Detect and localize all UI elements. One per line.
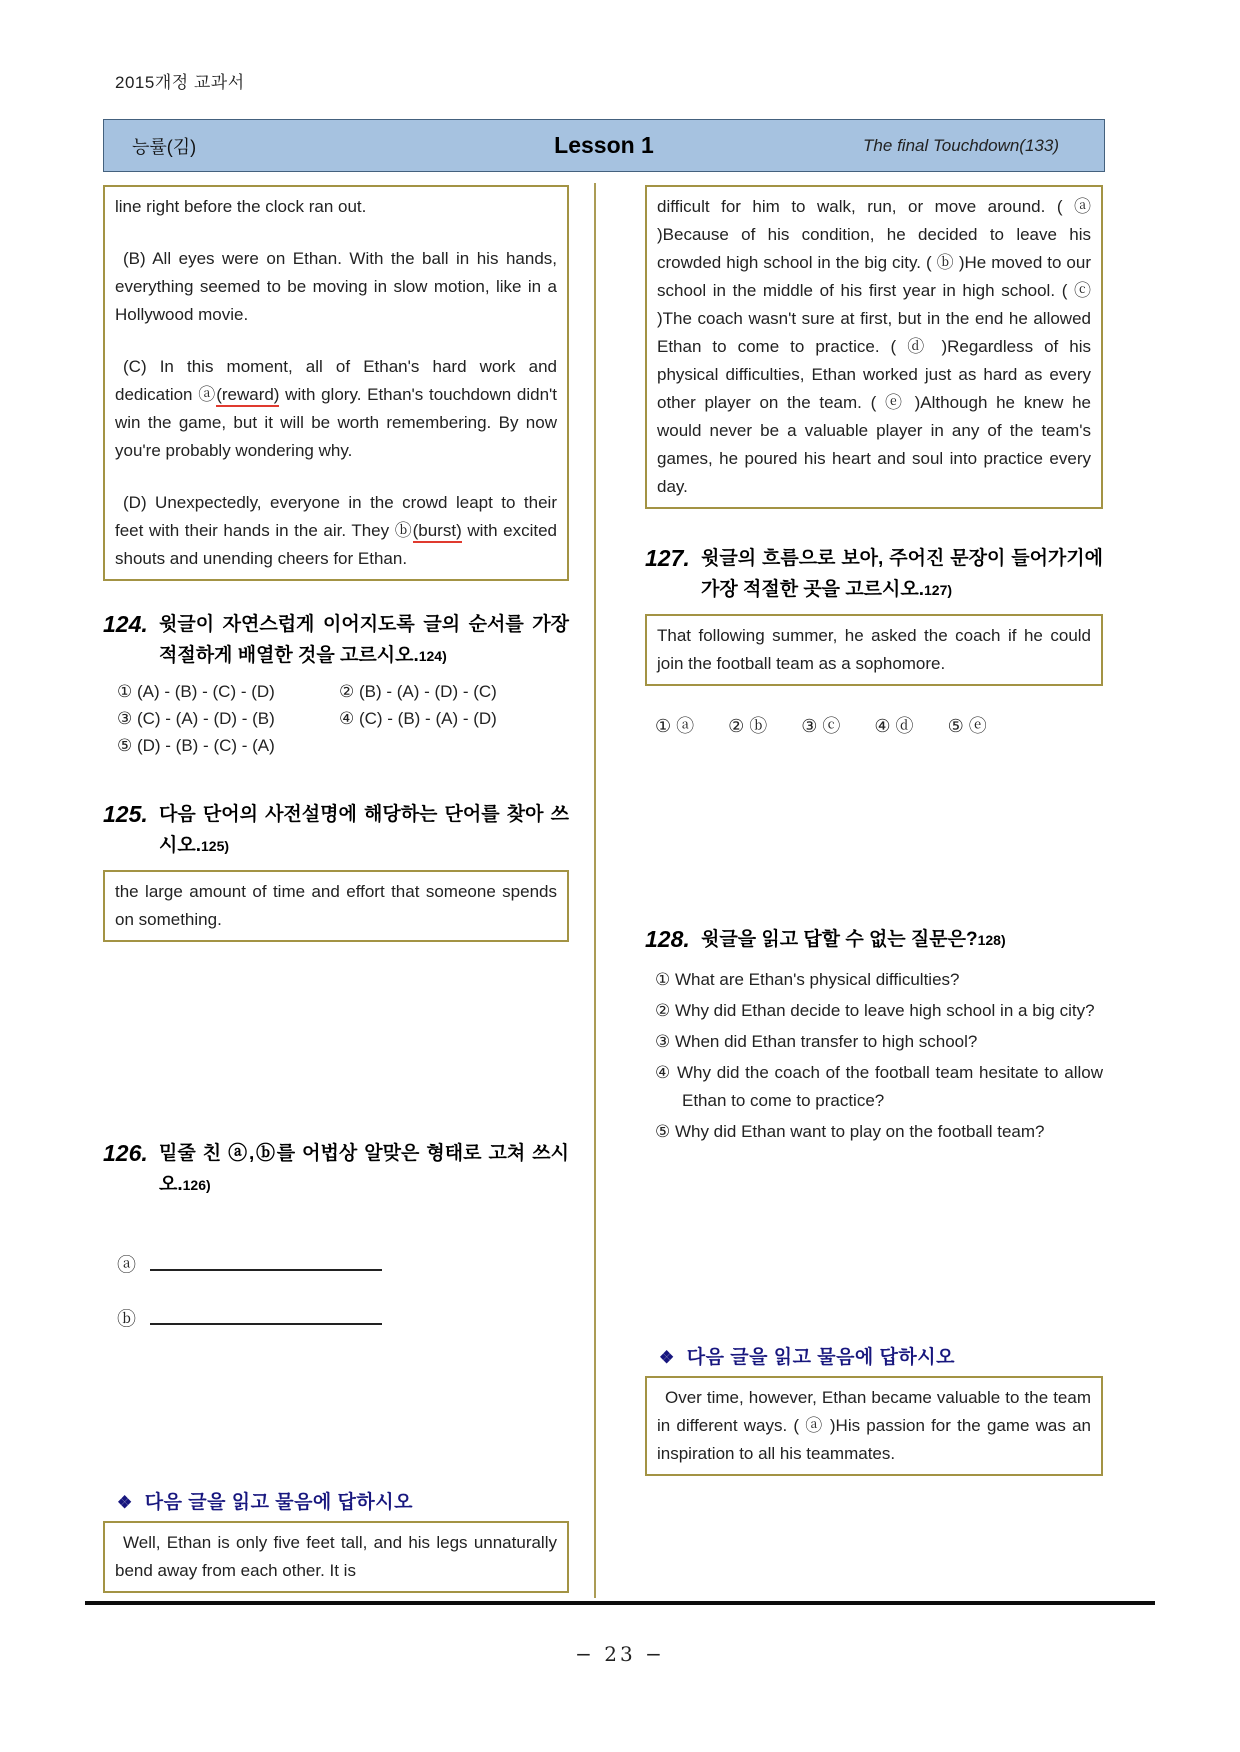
column-divider <box>594 183 596 1598</box>
option-1: ① ⓐ <box>655 716 695 736</box>
option-5: ⑤ (D) - (B) - (C) - (A) <box>117 736 275 755</box>
circled-b-marker: ⓑ <box>117 1308 137 1330</box>
right-column <box>645 185 1103 1476</box>
section-header: ❖ 다음 글을 읽고 물음에 답하시오 <box>659 1347 955 1368</box>
question-128-options <box>645 966 1103 1146</box>
edition-label: 2015개정 교과서 <box>115 73 245 92</box>
option-3: ③ (C) - (A) - (D) - (B) <box>117 709 275 728</box>
circled-b-marker: ⓑ <box>394 521 413 540</box>
option-1: ① What are Ethan's physical difficulties? <box>655 970 960 989</box>
passage-line: line right before the clock ran out. <box>115 197 367 216</box>
footnote-marker: 128) <box>977 932 1006 948</box>
circled-a-marker: ⓐ <box>117 1254 137 1276</box>
left-column <box>103 185 569 1593</box>
diamond-icon: ❖ <box>117 1492 133 1512</box>
answer-blank-line[interactable] <box>150 1249 382 1271</box>
question-124 <box>103 609 569 672</box>
question-text: 윗글이 자연스럽게 이어지도록 글의 순서를 가장 적절하게 배열한 것을 고르시오.124) <box>159 614 569 666</box>
passage-box-top-right <box>645 185 1103 509</box>
lesson-header-bar <box>103 119 1105 172</box>
passage-paragraph-b: (B) All eyes were on Ethan. With the ball in his hands, everything seemed to be moving in slow motion, like in a Hollywood movie. <box>115 249 557 324</box>
given-sentence-box: That following summer, he asked the coach if he could join the football team as a sophomore. <box>645 614 1103 686</box>
passage-box-top-left <box>103 185 569 581</box>
option-4: ④ Why did the coach of the football team hesitate to allow Ethan to come to practice? <box>655 1063 1103 1110</box>
question-128 <box>645 924 1103 956</box>
publisher-label: 능률(김) <box>132 136 197 157</box>
question-number: 126. <box>103 1140 148 1166</box>
footnote-marker: 126) <box>182 1177 211 1193</box>
question-125 <box>103 799 569 862</box>
passage-paragraph: difficult for him to walk, run, or move around. ( ⓐ )Because of his condition, he decided to leave his crowded high school in the big city. ( ⓑ )He moved to our school in the middle of his first year in high school. ( ⓒ )The coach wasn't sure at first, but in the end he allowed Ethan to come to practice. ( ⓓ )Regardless of his physical difficulties, Ethan worked just as hard as every other player on the team. ( ⓔ )Although he knew he would never be a valuable player in any of the team's games, he poured his heart and soul into practice every day. <box>657 197 1091 496</box>
question-127-options <box>645 712 1103 738</box>
option-2: ② ⓑ <box>728 716 768 736</box>
underlined-word-reward: (reward) <box>216 385 279 407</box>
circled-a-marker: ⓐ <box>198 385 217 404</box>
question-text: 윗글을 읽고 답할 수 없는 질문은?128) <box>701 929 1006 950</box>
question-text: 윗글의 흐름으로 보아, 주어진 문장이 들어가기에 가장 적절한 곳을 고르시오.127) <box>701 548 1103 600</box>
passage-paragraph: Well, Ethan is only five feet tall, and his legs unnaturally bend away from each other. It is <box>115 1532 557 1580</box>
passage-paragraph: Over time, however, Ethan became valuable to the team in different ways. ( ⓐ )His passion for the game was an inspiration to all his teammates. <box>657 1388 1091 1463</box>
footnote-marker: 127) <box>924 582 953 598</box>
footnote-marker: 125) <box>201 838 230 854</box>
answer-blank-a-row <box>103 1249 569 1277</box>
option-2: ② Why did Ethan decide to leave high school in a big city? <box>655 1001 1095 1020</box>
passage-box-bottom-left <box>103 1521 569 1593</box>
option-4: ④ ⓓ <box>874 716 914 736</box>
passage-paragraph-d: (D) Unexpectedly, everyone in the crowd leapt to their feet with their hands in the air. They ⓑ(burst) with excited shouts and unending cheers for Ethan. <box>115 493 558 568</box>
question-number: 127. <box>645 545 690 571</box>
underlined-word-burst: (burst) <box>413 521 462 543</box>
passage-box-bottom-right <box>645 1376 1103 1476</box>
footer-rule <box>85 1601 1155 1605</box>
option-4: ④ (C) - (B) - (A) - (D) <box>339 709 497 728</box>
question-number: 124. <box>103 611 148 637</box>
question-126 <box>103 1138 569 1201</box>
option-3: ③ When did Ethan transfer to high school? <box>655 1032 978 1051</box>
option-2: ② (B) - (A) - (D) - (C) <box>339 682 497 701</box>
lesson-title: Lesson 1 <box>554 132 654 158</box>
option-1: ① (A) - (B) - (C) - (D) <box>117 682 275 701</box>
definition-box: the large amount of time and effort that someone spends on something. <box>103 870 569 942</box>
footnote-marker: 124) <box>418 648 447 664</box>
page-number: − 23 − <box>575 1642 665 1666</box>
question-text: 다음 단어의 사전설명에 해당하는 단어를 찾아 쓰시오.125) <box>159 804 569 856</box>
lesson-subtitle: The final Touchdown(133) <box>863 135 1059 155</box>
option-5: ⑤ ⓔ <box>947 716 987 736</box>
answer-blank-line[interactable] <box>150 1303 382 1325</box>
diamond-icon: ❖ <box>659 1348 675 1367</box>
passage-paragraph-c: (C) In this moment, all of Ethan's hard work and dedication ⓐ(reward) with glory. Ethan's touchdown didn't win the game, but it will be worth remembering. By now you're probably wondering why. <box>115 357 558 460</box>
option-3: ③ ⓒ <box>801 716 841 736</box>
section-header: ❖ 다음 글을 읽고 물음에 답하시오 <box>117 1491 413 1513</box>
question-124-options <box>103 682 569 763</box>
answer-blank-b-row <box>103 1303 569 1331</box>
option-5: ⑤ Why did Ethan want to play on the football team? <box>655 1122 1045 1141</box>
question-number: 128. <box>645 926 690 952</box>
question-127 <box>645 543 1103 606</box>
question-text: 밑줄 친 ⓐ,ⓑ를 어법상 알맞은 형태로 고쳐 쓰시오.126) <box>159 1143 569 1195</box>
question-number: 125. <box>103 801 148 827</box>
